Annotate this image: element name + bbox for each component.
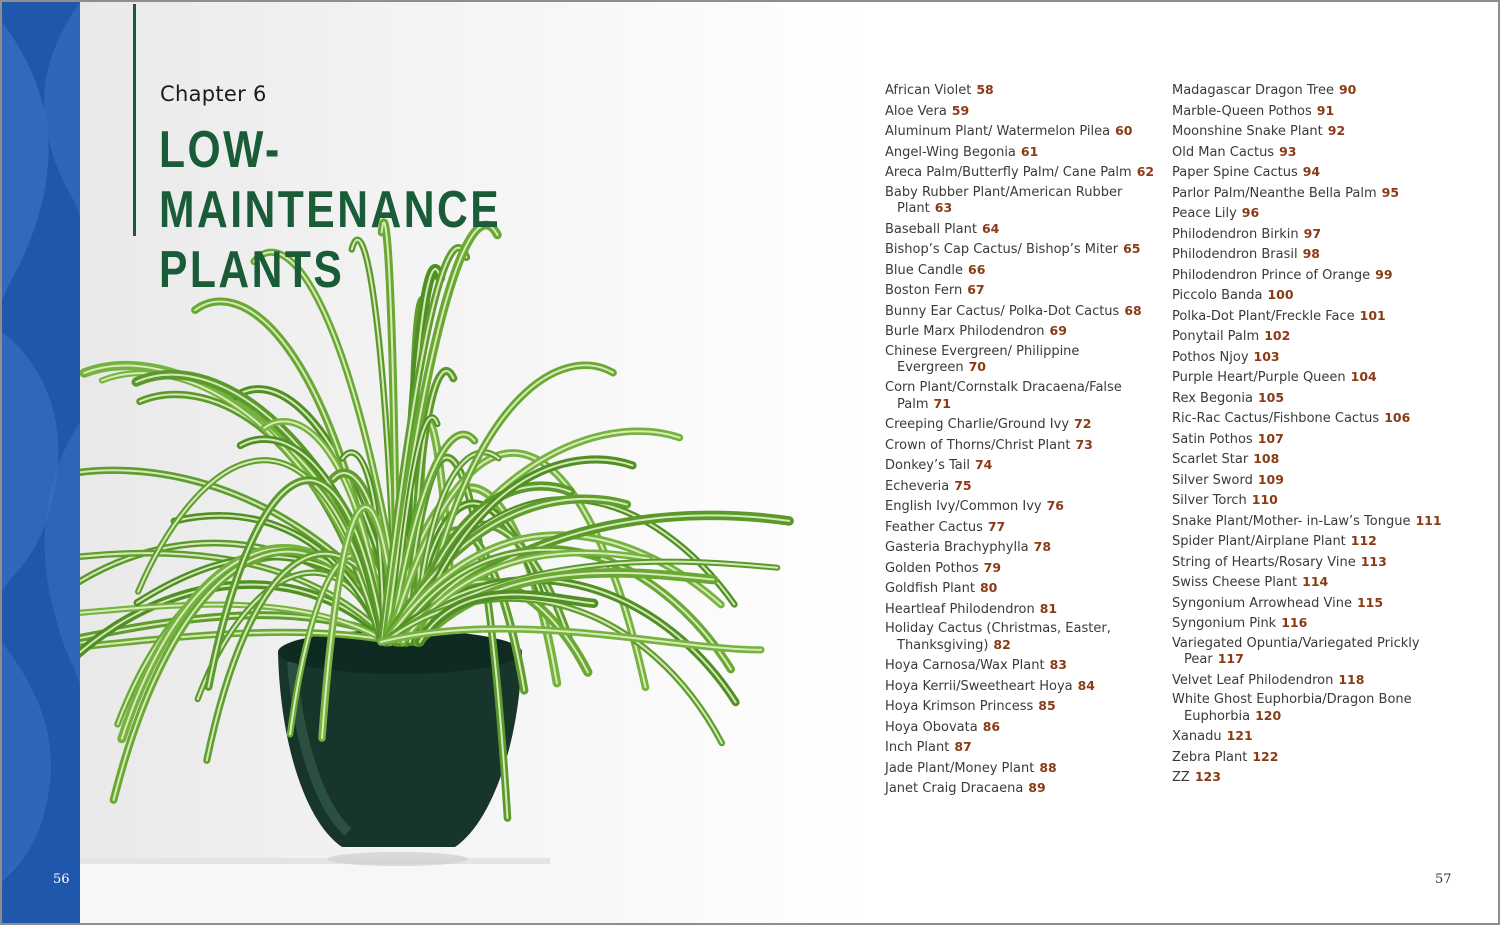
index-entry (1172, 574, 1472, 591)
index-entry-page[interactable]: 81 (1039, 600, 1058, 616)
index-entry (885, 416, 1155, 433)
plant-index-column-2 (1172, 82, 1472, 790)
index-entry (1172, 82, 1472, 99)
index-entry-page[interactable]: 95 (1381, 184, 1400, 200)
index-entry-name: Syngonium Pink (1172, 616, 1277, 631)
index-entry-name: Parlor Palm/Neanthe Bella Palm (1172, 185, 1377, 201)
leaf-pattern-icon (2, 2, 80, 925)
index-entry (885, 560, 1155, 577)
index-entry-name: Hoya Carnosa/Wax Plant (885, 658, 1045, 674)
index-entry (885, 380, 1155, 412)
page-number-right: 57 (1435, 872, 1452, 887)
index-entry-page[interactable]: 104 (1350, 369, 1377, 384)
index-entry-page[interactable]: 83 (1049, 657, 1067, 673)
index-entry-name: Swiss Cheese Plant (1172, 575, 1298, 590)
index-entry-page[interactable]: 88 (1039, 759, 1057, 775)
index-entry (885, 519, 1155, 536)
index-entry-page[interactable]: 59 (951, 102, 970, 118)
index-entry-page[interactable]: 84 (1077, 677, 1096, 693)
index-entry-page[interactable]: 79 (983, 559, 1002, 575)
index-entry (885, 303, 1155, 320)
index-entry-name: Chinese Evergreen/ Philippine Evergreen (885, 343, 1080, 376)
index-entry-name: Areca Palm/Butterfly Palm/ Cane Palm (885, 165, 1132, 180)
index-entry (885, 164, 1155, 181)
index-entry (1172, 144, 1472, 161)
index-entry-name: Philodendron Prince of Orange (1172, 267, 1371, 283)
plant-index-column-1 (885, 82, 1155, 801)
index-entry-name: Ponytail Palm (1172, 329, 1260, 344)
index-entry-name: Velvet Leaf Philodendron (1172, 672, 1334, 688)
index-entry-page[interactable]: 67 (967, 282, 985, 298)
index-entry-name: Philodendron Brasil (1172, 247, 1298, 262)
index-entry (1172, 595, 1472, 612)
index-entry-page[interactable]: 99 (1375, 266, 1393, 282)
title-accent-rule (133, 4, 136, 236)
index-entry-name: Xanadu (1172, 729, 1222, 745)
index-entry (1172, 672, 1472, 689)
index-entry-page[interactable]: 76 (1046, 498, 1064, 514)
index-entry (1172, 431, 1472, 448)
index-entry-name: Corn Plant/Cornstalk Dracaena/False Palm (885, 379, 1122, 412)
index-entry-name: Satin Pothos (1172, 431, 1253, 447)
index-entry-name: Snake Plant/Mother- in-Law’s Tongue (1172, 513, 1411, 529)
index-entry-name: Pothos Njoy (1172, 349, 1249, 365)
index-entry-name: Baseball Plant (885, 221, 977, 237)
index-entry (1172, 692, 1472, 724)
index-entry-page[interactable]: 117 (1217, 651, 1244, 667)
index-entry-page[interactable]: 94 (1302, 164, 1321, 179)
index-entry (885, 144, 1155, 161)
index-entry (885, 262, 1155, 279)
chapter-label: Chapter 6 (160, 82, 267, 106)
index-entry-page[interactable]: 62 (1136, 164, 1155, 179)
index-entry-name: Ric-Rac Cactus/Fishbone Cactus (1172, 411, 1380, 426)
index-entry (885, 621, 1155, 653)
index-entry-name: Baby Rubber Plant/American Rubber Plant (885, 184, 1123, 217)
index-entry (1172, 410, 1472, 427)
index-entry (1172, 513, 1472, 530)
index-entry (1172, 328, 1472, 345)
index-entry-page[interactable]: 123 (1194, 769, 1221, 785)
index-entry (885, 123, 1155, 140)
index-entry (885, 323, 1155, 340)
index-entry (885, 344, 1155, 376)
chapter-title-line-2: PLANTS (159, 241, 345, 299)
index-entry (885, 780, 1155, 797)
index-entry-name: Paper Spine Cactus (1172, 165, 1298, 180)
index-entry-page[interactable]: 64 (981, 220, 1000, 236)
index-entry (1172, 451, 1472, 468)
page-number-left: 56 (53, 872, 70, 887)
index-entry-page[interactable]: 75 (954, 477, 972, 493)
index-entry (885, 282, 1155, 299)
index-entry (1172, 749, 1472, 766)
index-entry (885, 241, 1155, 258)
index-entry-page[interactable]: 110 (1251, 492, 1278, 507)
index-entry-page[interactable]: 109 (1257, 471, 1284, 487)
index-entry (1172, 369, 1472, 386)
index-entry-page[interactable]: 114 (1302, 574, 1329, 589)
index-entry-name: Silver Sword (1172, 472, 1253, 488)
index-entry (1172, 533, 1472, 550)
index-entry-name: White Ghost Euphorbia/Dragon Bone Euphorbia (1172, 692, 1412, 724)
index-entry-name: Marble-Queen Pothos (1172, 103, 1312, 119)
index-entry-page[interactable]: 91 (1316, 102, 1335, 118)
index-entry-name: Inch Plant (885, 740, 950, 756)
index-entry-name: Gasteria Brachyphylla (885, 540, 1029, 556)
index-entry-name: Janet Craig Dracaena (885, 781, 1024, 797)
index-entry-name: Silver Torch (1172, 493, 1247, 508)
index-entry (1172, 769, 1472, 786)
index-entry (1172, 390, 1472, 407)
index-entry-page[interactable]: 85 (1038, 698, 1056, 714)
index-entry (1172, 267, 1472, 284)
index-entry-page[interactable]: 63 (934, 200, 953, 216)
index-entry (885, 498, 1155, 515)
index-entry (885, 82, 1155, 99)
index-entry (885, 657, 1155, 674)
index-entry (885, 760, 1155, 777)
index-entry-name: Aluminum Plant/ Watermelon Pilea (885, 124, 1111, 139)
index-entry-name: Creeping Charlie/Ground Ivy (885, 417, 1070, 433)
index-entry (1172, 636, 1472, 668)
index-entry (1172, 308, 1472, 325)
index-entry-page[interactable]: 108 (1253, 451, 1280, 466)
chapter-title (159, 120, 536, 300)
index-entry (1172, 164, 1472, 181)
index-entry-page[interactable]: 100 (1267, 287, 1294, 302)
index-entry (1172, 615, 1472, 632)
index-entry-page[interactable]: 65 (1123, 241, 1141, 257)
index-entry-name: Crown of Thorns/Christ Plant (885, 437, 1071, 453)
index-entry (1172, 205, 1472, 222)
index-entry-name: Piccolo Banda (1172, 288, 1263, 303)
index-entry-page[interactable]: 70 (968, 359, 986, 375)
index-entry-name: Holiday Cactus (Christmas, Easter, Thanksgiving) (885, 621, 1111, 653)
index-entry-name: Feather Cactus (885, 519, 983, 535)
index-entry (1172, 246, 1472, 263)
index-entry-name: Philodendron Birkin (1172, 226, 1299, 242)
index-entry-name: Spider Plant/Airplane Plant (1172, 534, 1346, 549)
index-entry-name: Rex Begonia (1172, 390, 1253, 406)
index-entry-name: Heartleaf Philodendron (885, 601, 1035, 617)
index-entry-page[interactable]: 87 (954, 739, 972, 755)
index-entry-name: Aloe Vera (885, 103, 947, 119)
index-entry-page[interactable]: 74 (974, 457, 993, 473)
index-entry (1172, 349, 1472, 366)
index-entry-name: Bishop’s Cap Cactus/ Bishop’s Miter (885, 242, 1119, 258)
index-entry (885, 478, 1155, 495)
decorative-blue-band (2, 2, 80, 925)
index-entry-name: Golden Pothos (885, 560, 979, 576)
index-entry (885, 221, 1155, 238)
index-entry (885, 601, 1155, 618)
index-entry-name: Moonshine Snake Plant (1172, 124, 1323, 139)
index-entry-page[interactable]: 82 (993, 636, 1011, 652)
index-entry (1172, 554, 1472, 571)
index-entry-name: Angel-Wing Begonia (885, 144, 1016, 160)
index-entry-name: Goldfish Plant (885, 581, 975, 597)
index-entry-page[interactable]: 113 (1360, 553, 1387, 569)
index-entry-page[interactable]: 73 (1075, 436, 1093, 452)
index-entry-name: Blue Candle (885, 262, 964, 278)
index-entry-name: English Ivy/Common Ivy (885, 499, 1042, 515)
index-entry (885, 457, 1155, 474)
index-entry-name: Syngonium Arrowhead Vine (1172, 595, 1352, 611)
index-entry-page[interactable]: 96 (1241, 205, 1260, 220)
index-entry-page[interactable]: 58 (976, 82, 994, 97)
index-entry-name: Hoya Kerrii/Sweetheart Hoya (885, 678, 1073, 694)
index-entry (885, 539, 1155, 556)
index-entry-page[interactable]: 92 (1327, 123, 1346, 138)
index-entry-page[interactable]: 98 (1302, 246, 1321, 261)
index-entry (1172, 123, 1472, 140)
index-entry (1172, 103, 1472, 120)
index-entry-page[interactable]: 107 (1257, 430, 1284, 446)
index-entry (885, 678, 1155, 695)
chapter-title-line-1: LOW-MAINTENANCE (159, 121, 502, 239)
index-entry-name: Hoya Obovata (885, 719, 978, 735)
index-entry (1172, 728, 1472, 745)
index-entry-page[interactable]: 116 (1281, 615, 1308, 630)
index-entry-name: ZZ (1172, 770, 1190, 786)
index-entry-page[interactable]: 80 (979, 580, 998, 596)
index-entry-page[interactable]: 77 (987, 518, 1006, 534)
index-entry-name: String of Hearts/Rosary Vine (1172, 554, 1356, 570)
index-entry-page[interactable]: 122 (1252, 748, 1279, 764)
index-entry-page[interactable]: 78 (1033, 539, 1052, 555)
index-entry-page[interactable]: 60 (1115, 123, 1133, 138)
index-entry (885, 185, 1155, 217)
index-entry-page[interactable]: 97 (1303, 225, 1322, 241)
index-entry-page[interactable]: 90 (1338, 82, 1357, 97)
index-entry-page[interactable]: 118 (1338, 671, 1365, 687)
index-entry-name: Burle Marx Philodendron (885, 324, 1045, 340)
index-entry-page[interactable]: 86 (982, 718, 1001, 734)
index-entry (885, 580, 1155, 597)
index-entry-name: Boston Fern (885, 283, 963, 299)
index-entry-page[interactable]: 106 (1384, 410, 1411, 425)
index-entry-page[interactable]: 115 (1356, 594, 1384, 610)
index-entry (1172, 472, 1472, 489)
index-entry (885, 739, 1155, 756)
index-entry-page[interactable]: 71 (933, 395, 951, 411)
index-entry-page[interactable]: 120 (1255, 707, 1282, 723)
index-entry-page[interactable]: 102 (1264, 328, 1291, 343)
index-entry (885, 698, 1155, 715)
index-entry-page[interactable]: 61 (1020, 143, 1039, 159)
index-entry-name: Echeveria (885, 478, 950, 494)
index-entry (1172, 226, 1472, 243)
index-entry-name: African Violet (885, 83, 972, 98)
index-entry-name: Hoya Krimson Princess (885, 699, 1034, 715)
index-entry-name: Madagascar Dragon Tree (1172, 83, 1334, 98)
index-entry-page[interactable]: 101 (1359, 307, 1386, 323)
index-entry (885, 437, 1155, 454)
index-entry-name: Old Man Cactus (1172, 144, 1275, 160)
index-entry-name: Zebra Plant (1172, 749, 1248, 765)
index-entry-name: Peace Lily (1172, 206, 1237, 221)
index-entry-name: Purple Heart/Purple Queen (1172, 370, 1346, 385)
index-entry-page[interactable]: 112 (1350, 533, 1377, 548)
index-entry (1172, 287, 1472, 304)
index-entry-name: Variegated Opuntia/Variegated Prickly Pear (1172, 635, 1420, 668)
index-entry-page[interactable]: 93 (1279, 143, 1297, 159)
index-entry-page[interactable]: 89 (1028, 780, 1046, 796)
index-entry (885, 103, 1155, 120)
index-entry-page[interactable]: 68 (1124, 302, 1142, 318)
index-entry-page[interactable]: 66 (968, 261, 986, 277)
index-entry-name: Bunny Ear Cactus/ Polka-Dot Cactus (885, 303, 1120, 319)
index-entry (885, 719, 1155, 736)
index-entry-page[interactable]: 103 (1253, 348, 1280, 364)
index-entry-page[interactable]: 111 (1415, 512, 1442, 528)
index-entry-name: Donkey’s Tail (885, 458, 970, 474)
index-entry-name: Polka-Dot Plant/Freckle Face (1172, 308, 1355, 324)
index-entry-page[interactable]: 121 (1226, 728, 1253, 744)
index-entry-page[interactable]: 69 (1049, 323, 1067, 339)
index-entry (1172, 492, 1472, 509)
index-entry-name: Jade Plant/Money Plant (885, 760, 1035, 776)
index-entry-page[interactable]: 72 (1074, 416, 1092, 432)
index-entry-name: Scarlet Star (1172, 452, 1249, 467)
index-entry-page[interactable]: 105 (1257, 389, 1285, 405)
index-entry (1172, 185, 1472, 202)
